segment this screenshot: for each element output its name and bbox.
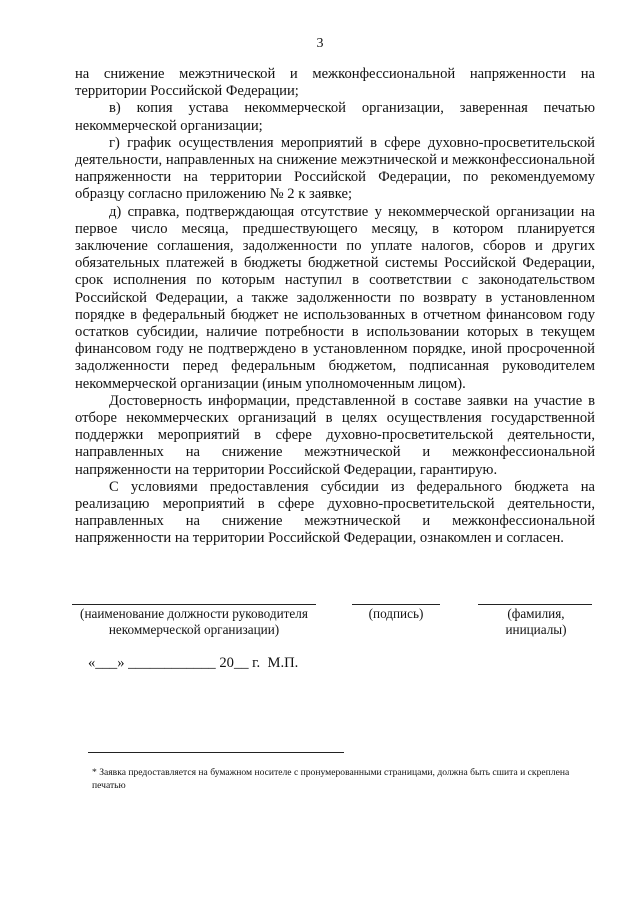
footnote: * Заявка предоставляется на бумажном носителе с пронумерованными страницами, должна быть сшита и скреплена печатью [92, 767, 570, 791]
paragraph-item-d: д) справка, подтверждающая отсутствие у некоммерческой организации на первое число месяца, предшествующего месяцу, в котором планируется заключение соглашения, задолженности по уплате налогов, сборов и других обязательных платежей в бюджеты бюджетной системы Российской Федерации, срок исполнения по которым наступил в соответствии с законодательством Российской Федерации, а также задолженности по возврату в установленном порядке в федеральный бюджет не использованных в отчетном финансовом году остатков субсидии, наличие потребности в использовании которых в текущем финансовом году не подтверждено в установленном порядке, иной просроченной задолженности перед федеральным бюджетом, подписанная руководителем некоммерческой организации (иным уполномоченным лицом). [75, 203, 595, 392]
name-label: (фамилия, инициалы) [505, 606, 567, 637]
paragraph-item-g: г) график осуществления мероприятий в сфере духовно-просветительской деятельности, направленных на снижение межэтнической и межконфессиональной напряженности на территории Российской Федерации, по рекомендуемому образцу согласно приложению № 2 к заявке; [75, 134, 595, 203]
position-label: (наименование должности руководителя некоммерческой организации) [80, 606, 308, 637]
footnote-divider [88, 752, 344, 753]
signature-line [352, 604, 440, 605]
date-stamp-line: «___» ____________ 20__ г. М.П. [88, 655, 299, 671]
name-signature-line [478, 604, 592, 605]
paragraph-item-v: в) копия устава некоммерческой организации, заверенная печатью некоммерческой организации; [75, 100, 595, 134]
document-body [75, 66, 595, 548]
paragraph-continuation: на снижение межэтнической и межконфессиональной напряженности на территории Российской Федерации; [75, 66, 595, 100]
paragraph-conditions: С условиями предоставления субсидии из федерального бюджета на реализацию мероприятий в сфере духовно-просветительской деятельности, направленных на снижение межэтнической и межконфессиональной напряженности на территории Российской Федерации, ознакомлен и согласен. [75, 478, 595, 547]
paragraph-reliability: Достоверность информации, представленной в составе заявки на участие в отборе некоммерческих организаций в целях осуществления государственной поддержки мероприятий в сфере духовно-просветительской деятельности, направленных на снижение межэтнической и межконфессиональной напряженности на территории Российской Федерации, гарантирую. [75, 392, 595, 478]
position-signature-line [72, 604, 316, 605]
signature-label: (подпись) [368, 606, 424, 621]
page-number: 3 [316, 36, 324, 51]
